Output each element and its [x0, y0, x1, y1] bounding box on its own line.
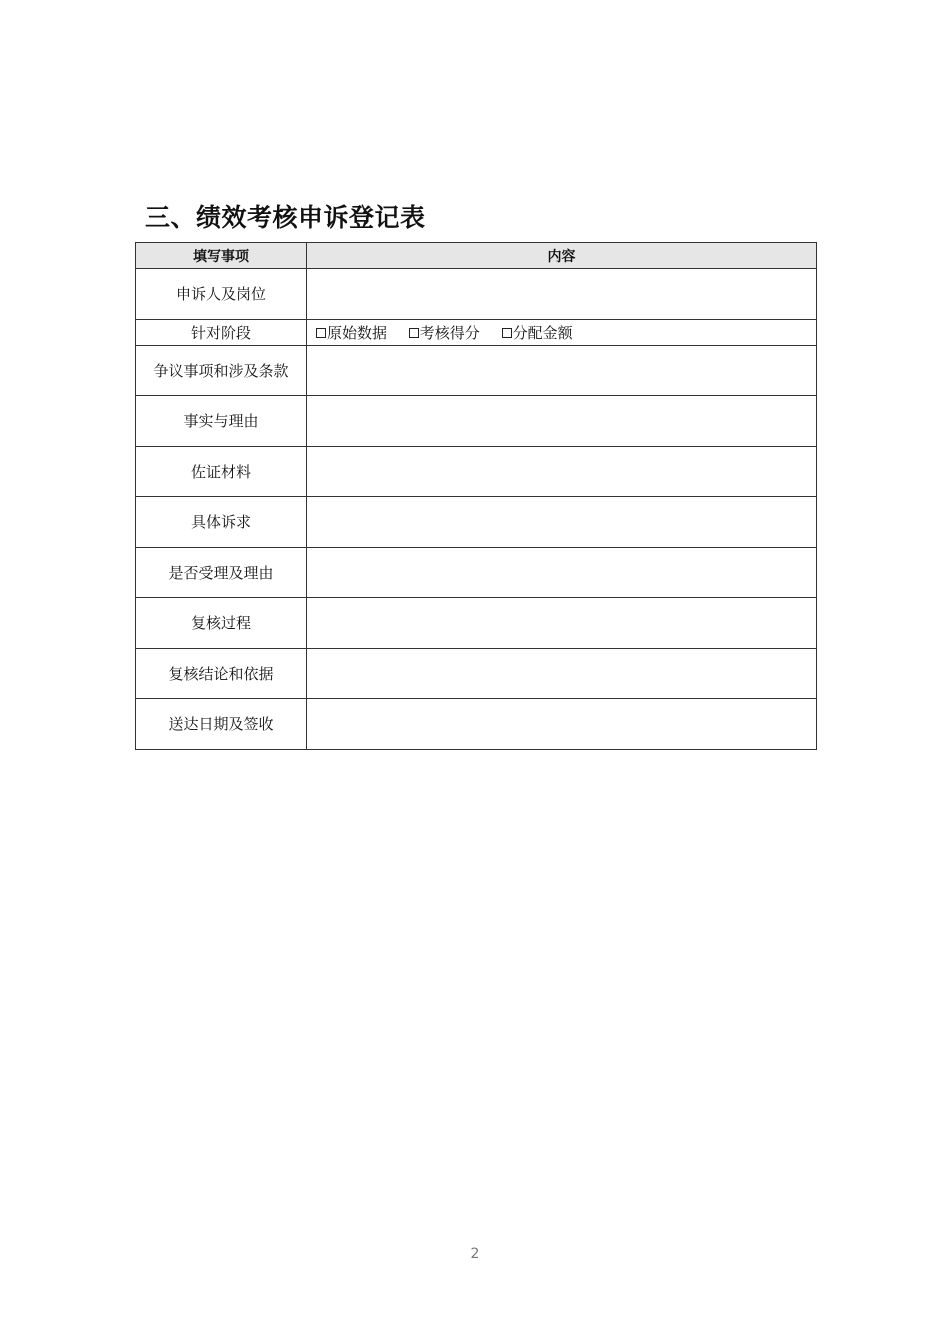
row-content-delivery[interactable]	[307, 699, 817, 750]
row-content-dispute[interactable]	[307, 345, 817, 396]
checkbox-icon[interactable]	[316, 328, 326, 338]
checkbox-icon[interactable]	[409, 328, 419, 338]
table-row	[136, 598, 817, 649]
table-row	[136, 345, 817, 396]
option-label: 考核得分	[419, 323, 480, 342]
option-assessment-score[interactable]	[409, 322, 480, 343]
row-label-review-conclusion: 复核结论和依据	[136, 648, 307, 699]
row-content-facts[interactable]	[307, 396, 817, 447]
row-content-appellant[interactable]	[307, 269, 817, 320]
table-row	[136, 269, 817, 320]
row-label-delivery: 送达日期及签收	[136, 699, 307, 750]
checkbox-icon[interactable]	[502, 328, 512, 338]
row-label-facts: 事实与理由	[136, 396, 307, 447]
row-label-review-process: 复核过程	[136, 598, 307, 649]
row-content-evidence[interactable]	[307, 446, 817, 497]
option-label: 原始数据	[327, 323, 388, 342]
row-content-acceptance[interactable]	[307, 547, 817, 598]
appeal-registration-table	[135, 242, 817, 750]
table-row	[136, 396, 817, 447]
row-content-request[interactable]	[307, 497, 817, 548]
row-label-request: 具体诉求	[136, 497, 307, 548]
row-label-appellant: 申诉人及岗位	[136, 269, 307, 320]
table-row	[136, 319, 817, 345]
header-fill-item: 填写事项	[136, 243, 307, 269]
header-content: 内容	[307, 243, 817, 269]
row-label-stage: 针对阶段	[136, 319, 307, 345]
page-title: 三、绩效考核申诉登记表	[145, 203, 426, 232]
table-row	[136, 648, 817, 699]
table-header-row	[136, 243, 817, 269]
row-content-review-process[interactable]	[307, 598, 817, 649]
table-row	[136, 699, 817, 750]
table-row	[136, 547, 817, 598]
option-raw-data[interactable]	[316, 322, 387, 343]
row-content-review-conclusion[interactable]	[307, 648, 817, 699]
option-allocation-amount[interactable]	[502, 322, 573, 343]
row-label-dispute: 争议事项和涉及条款	[136, 345, 307, 396]
row-content-stage	[307, 319, 817, 345]
table-row	[136, 497, 817, 548]
row-label-evidence: 佐证材料	[136, 446, 307, 497]
page-number: 2	[470, 1246, 480, 1262]
row-label-acceptance: 是否受理及理由	[136, 547, 307, 598]
table-row	[136, 446, 817, 497]
option-label: 分配金额	[512, 323, 573, 342]
